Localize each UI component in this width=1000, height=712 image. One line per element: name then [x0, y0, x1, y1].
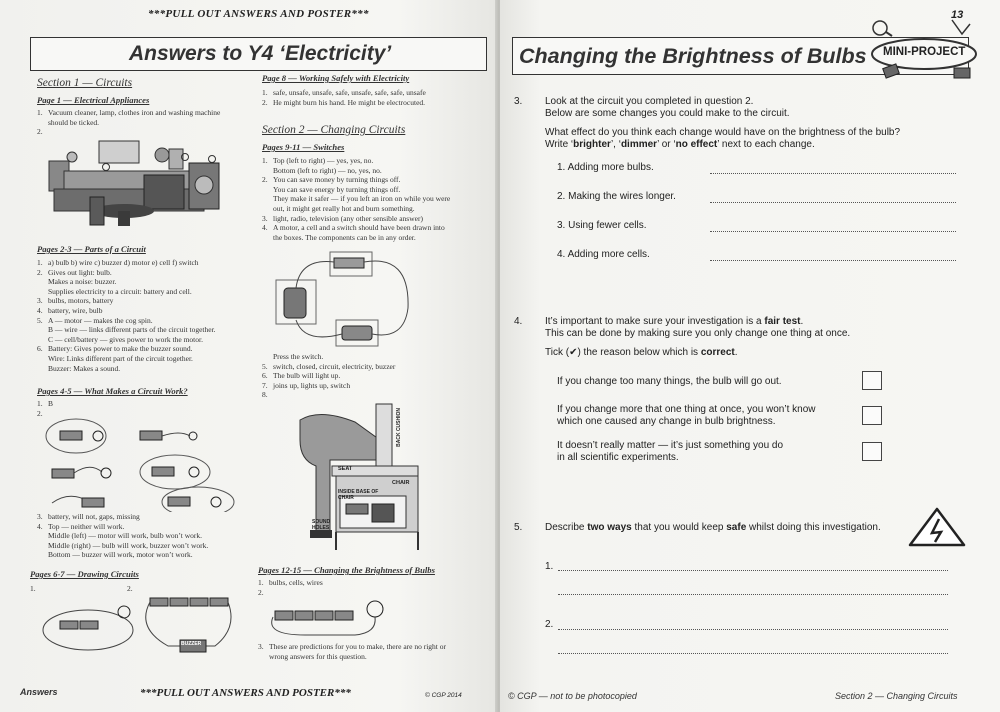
q5-answer-line[interactable] [558, 570, 948, 571]
q3-word-no-effect: no effect [675, 139, 718, 150]
answer-text: Buzzer: Makes a sound. [48, 363, 121, 373]
answer-text: They make it safer — if you left an iron on while you were [273, 194, 451, 204]
pages4-5-heading: Pages 4-5 — What Makes a Circuit Work? [37, 386, 188, 396]
answer-text: C — cell/battery — gives power to work the motor. [48, 334, 203, 344]
pages6-7-heading: Pages 6-7 — Drawing Circuits [30, 569, 139, 579]
answer-text: safe, unsafe, unsafe, safe, unsafe, safe, safe, unsafe [273, 88, 426, 97]
buzzer-chair-illustration [280, 400, 450, 555]
q4-option-checkbox[interactable] [862, 371, 882, 390]
answer-text: Supplies electricity to a circuit: battery and cell. [48, 286, 192, 296]
q5-text-end: whilst doing this investigation. [746, 522, 881, 533]
pages9-11-heading: Pages 9-11 — Switches [262, 142, 345, 152]
answer-text: You can save energy by turning things off. [273, 184, 401, 194]
q5-safe: safe [726, 522, 747, 533]
q3-change-item: 4. Adding more cells. [557, 249, 650, 260]
q4-fair-test: fair test [764, 316, 801, 327]
answer-number [262, 204, 273, 214]
answer-text: Top (left to right) — yes, yes, no. [273, 156, 374, 165]
answer-number: 2. [37, 127, 43, 137]
answer-line [37, 258, 257, 268]
answer-line [262, 352, 490, 362]
answer-text: bulbs, cells, wires [269, 578, 323, 587]
answer-text: battery, wire, bulb [48, 305, 103, 315]
answer-line [37, 522, 257, 532]
q5-text-mid: that you would keep [631, 522, 727, 533]
answer-text: Bottom (left to right) — no, yes, no. [273, 165, 382, 175]
answer-line [37, 108, 257, 118]
answer-line [37, 364, 257, 374]
q3-answer-line[interactable] [710, 260, 956, 261]
answer-text: A motor, a cell and a switch should have been drawn into [273, 223, 445, 233]
answer-number [37, 531, 48, 541]
q3-change-item: 1. Adding more bulbs. [557, 162, 654, 173]
q5-answer-number: 1. [545, 561, 554, 572]
answer-line [262, 371, 490, 381]
answer-text: These are predictions for you to make, there are no right or [269, 642, 447, 651]
page1-heading: Page 1 — Electrical Appliances [37, 95, 150, 105]
q5-answer-number: 2. [545, 619, 554, 630]
answer-number: 6. [37, 344, 43, 354]
answer-text: Wire: Links different part of the circuit together. [48, 353, 193, 363]
q3-answer-line[interactable] [710, 231, 956, 232]
answer-line [262, 223, 490, 233]
answer-text: Makes a noise: buzzer. [48, 277, 117, 287]
q4-tick-end: . [734, 347, 738, 358]
answer-line [262, 175, 490, 185]
pages12-15-heading: Pages 12-15 — Changing the Brightness of Bulbs [258, 565, 435, 575]
answer-number [262, 185, 273, 195]
answers-footer-label: Answers [20, 687, 58, 697]
answer-number: 6. [262, 371, 268, 381]
chair-sound-holes-label: SOUND HOLES [312, 519, 331, 531]
answer-line [37, 316, 257, 326]
pages12-15-answers [258, 578, 486, 597]
worksheet-page [500, 0, 1000, 712]
mini-project-badge-label: MINI-PROJECT [883, 46, 966, 58]
answer-line [37, 550, 257, 560]
answer-text: should be ticked. [48, 117, 100, 127]
answer-line [262, 166, 490, 176]
drawn-circuits-diagram [40, 588, 245, 663]
buzzer-label: BUZZER [181, 641, 202, 647]
answer-number [37, 325, 48, 335]
section2-heading: Section 2 — Changing Circuits [262, 124, 406, 136]
answer-line [37, 277, 257, 287]
answer-number: 1. [262, 156, 268, 165]
q4-option-text: in all scientific experiments. [557, 452, 679, 463]
answer-number: 2. [37, 267, 43, 277]
q3-ask-sep1: ’, ‘ [610, 139, 621, 150]
answer-text: battery, will not, gaps, missing [48, 512, 140, 521]
answer-number: 2. [258, 587, 264, 597]
answer-number: 8. [262, 390, 268, 400]
answer-line [37, 512, 257, 522]
answer-number [262, 194, 273, 204]
pages2-3-heading: Pages 2-3 — Parts of a Circuit [37, 244, 146, 254]
answer-number: 2. [262, 175, 268, 185]
answer-number: 7. [262, 380, 268, 390]
answer-number [262, 233, 273, 243]
answer-text: Vacuum cleaner, lamp, clothes iron and washing machine [48, 108, 221, 117]
answer-line [37, 399, 257, 409]
q4-option-text: If you change more that one thing at once, you won’t know [557, 404, 816, 415]
answer-number [262, 352, 273, 362]
pages4-5-answers-continued [37, 512, 257, 560]
answer-text: switch, closed, circuit, electricity, buzzer [273, 361, 396, 371]
q3-ask-text: Write ‘ [545, 139, 574, 150]
answer-number: 3. [37, 296, 43, 306]
answer-line [262, 390, 490, 400]
answer-number: 1. [258, 578, 264, 587]
q5-answer-line[interactable] [558, 594, 948, 595]
page8-answers [262, 88, 490, 107]
answer-text: Middle (right) — bulb will work, buzzer won’t work. [48, 540, 209, 550]
q3-changes-list [508, 150, 986, 268]
answer-text: Middle (left) — motor will work, bulb won’t work. [48, 531, 203, 541]
q5-question [545, 522, 881, 535]
answer-number: 3. [262, 213, 268, 223]
section-footer: Section 2 — Changing Circuits [835, 691, 958, 701]
answer-line [262, 362, 490, 372]
q3-question-line1: What effect do you think each change would have on the brightness of the bulb? [545, 127, 901, 138]
answer-line [37, 296, 257, 306]
q4-line1-end: . [800, 316, 804, 327]
answer-text: B — wire — links different parts of the circuit together. [48, 325, 216, 335]
answer-number [37, 277, 48, 287]
switch-motor-circuit-diagram [270, 248, 430, 353]
answer-line [262, 204, 490, 214]
answer-line [262, 194, 490, 204]
answer-number: 4. [37, 521, 43, 531]
answer-line [37, 325, 257, 335]
answer-line [258, 642, 486, 652]
q5-two-ways: two ways [587, 522, 632, 533]
q3-number: 3. [514, 96, 523, 107]
q4-tick-instruction [545, 347, 738, 360]
pages12-15-answers-continued [258, 642, 486, 661]
answer-text: Press the switch. [273, 352, 324, 361]
pages2-3-answers [37, 258, 257, 373]
worksheet-title: Changing the Brightness of Bulbs [519, 44, 867, 68]
answer-number: 3. [37, 512, 43, 521]
answer-number: 4. [37, 305, 43, 315]
answer-line [37, 335, 257, 345]
answer-text: joins up, lights up, switch [273, 380, 351, 390]
answer-line [262, 233, 490, 243]
kitchen-appliances-illustration [44, 133, 224, 228]
pages9-11-answers [262, 156, 490, 242]
answer-text: Top — neither will work. [48, 521, 125, 531]
brightness-circuit-diagram [265, 597, 395, 639]
answer-text: Gives out light: bulb. [48, 267, 112, 277]
warning-electricity-icon [908, 507, 966, 547]
pages6-7-q2-number: 2. [127, 584, 133, 593]
answer-line [37, 541, 257, 551]
q3-word-dimmer: dimmer [620, 139, 658, 150]
answer-line [262, 381, 490, 391]
answer-text: B [48, 399, 54, 408]
q5-number: 5. [514, 522, 523, 533]
answer-number: 2. [262, 97, 268, 107]
q3-intro-line1: Look at the circuit you completed in question 2. [545, 96, 754, 107]
answer-number [37, 118, 48, 128]
answer-text: light, radio, television (any other sensible answer) [273, 213, 423, 223]
chair-back-cushion-label: BACK CUSHION [396, 408, 402, 447]
answer-text: the boxes. The components can be in any order. [273, 232, 416, 242]
answer-number: 5. [37, 315, 43, 325]
q4-line2: This can be done by making sure you only change one thing at once. [545, 328, 851, 339]
q5-answer-line[interactable] [558, 653, 948, 654]
answer-line [258, 578, 486, 588]
answer-number: 4. [262, 223, 268, 233]
q3-intro-line2: Below are some changes you could make to the circuit. [545, 108, 790, 119]
q4-line1 [545, 316, 803, 329]
q3-change-item: 3. Using fewer cells. [557, 220, 647, 231]
q3-ask-sep2: ’ or ‘ [657, 139, 676, 150]
answer-line [37, 268, 257, 278]
page-number: 13 [951, 9, 964, 21]
q5-text: Describe [545, 522, 588, 533]
q3-answer-line[interactable] [710, 202, 956, 203]
answer-line [37, 287, 257, 297]
q4-option-checkbox[interactable] [862, 442, 882, 461]
answer-number: 5. [262, 361, 268, 371]
q4-tick-text: Tick (✔) the reason below which is [545, 347, 701, 358]
q4-option-text: which one caused any change in bulb brightness. [557, 416, 776, 427]
answer-text: Battery: Gives power to make the buzzer sound. [48, 344, 193, 354]
answer-number [37, 354, 48, 364]
answer-line [258, 652, 486, 662]
pages9-11-answers-continued [262, 352, 490, 400]
answer-number [37, 335, 48, 345]
pull-out-banner-bottom: ***PULL OUT ANSWERS AND POSTER*** [140, 687, 351, 699]
q4-number: 4. [514, 316, 523, 327]
answer-number: 1. [37, 258, 43, 267]
answer-text: He might burn his hand. He might be electrocuted. [273, 97, 426, 107]
answer-text: out, it might get really hot and burn something. [273, 203, 415, 213]
answer-number [37, 364, 48, 374]
section1-heading: Section 1 — Circuits [37, 77, 133, 89]
answer-line [262, 185, 490, 195]
answer-line [262, 214, 490, 224]
answer-text: Bottom — buzzer will work, motor won’t work. [48, 550, 193, 560]
answer-line [262, 98, 490, 108]
q3-change-item: 2. Making the wires longer. [557, 191, 676, 202]
circuit-loops-diagram [40, 412, 255, 512]
answer-text: You can save money by turning things off. [273, 175, 401, 185]
q4-option-text: If you change too many things, the bulb will go out. [557, 376, 782, 387]
answer-line [37, 344, 257, 354]
answers-page [0, 0, 497, 712]
answer-text: The bulb will light up. [273, 371, 341, 381]
answer-number [37, 550, 48, 560]
q3-answer-line[interactable] [710, 173, 956, 174]
answer-number: 1. [37, 108, 43, 117]
answers-title: Answers to Y4 ‘Electricity’ [129, 42, 392, 65]
answer-number [37, 287, 48, 297]
copyright-left: © CGP 2014 [425, 692, 462, 699]
answer-number: 1. [262, 88, 268, 97]
q4-option-text: It doesn’t really matter — it’s just something you do [557, 440, 784, 451]
answer-line [37, 118, 257, 128]
answer-number [37, 541, 48, 551]
answer-number [258, 652, 269, 662]
pull-out-banner-top: ***PULL OUT ANSWERS AND POSTER*** [148, 8, 369, 20]
answer-line [37, 354, 257, 364]
answer-number: 2. [37, 408, 43, 418]
answer-number [262, 166, 273, 176]
answer-text: wrong answers for this question. [269, 651, 367, 661]
chair-inside-base-label: INSIDE BASE OF CHAIR [338, 489, 379, 501]
q4-line1-text: It’s important to make sure your investigation is a [545, 316, 765, 327]
answer-text: a) bulb b) wire c) buzzer d) motor e) cell f) switch [48, 258, 199, 267]
page8-heading: Page 8 — Working Safely with Electricity [262, 73, 410, 83]
answer-line [262, 88, 490, 98]
q4-correct: correct [700, 347, 735, 358]
pages6-7-q1-number: 1. [30, 584, 36, 593]
answer-line [37, 306, 257, 316]
answer-text: A — motor — makes the cog spin. [48, 315, 153, 325]
answer-line [258, 588, 486, 598]
q4-option-checkbox[interactable] [862, 406, 882, 425]
chair-seat-label: SEAT [338, 466, 353, 472]
answer-line [37, 531, 257, 541]
q3-word-brighter: brighter [573, 139, 611, 150]
answers-title-box [30, 37, 487, 71]
q3-ask-end: ’ next to each change. [717, 139, 815, 150]
copyright-right: © CGP — not to be photocopied [508, 691, 637, 701]
answer-number: 1. [37, 399, 43, 408]
answer-line [262, 156, 490, 166]
q5-answer-line[interactable] [558, 629, 948, 630]
answer-number: 3. [258, 642, 264, 651]
answer-text: bulbs, motors, battery [48, 296, 114, 306]
chair-label: CHAIR [392, 480, 410, 486]
